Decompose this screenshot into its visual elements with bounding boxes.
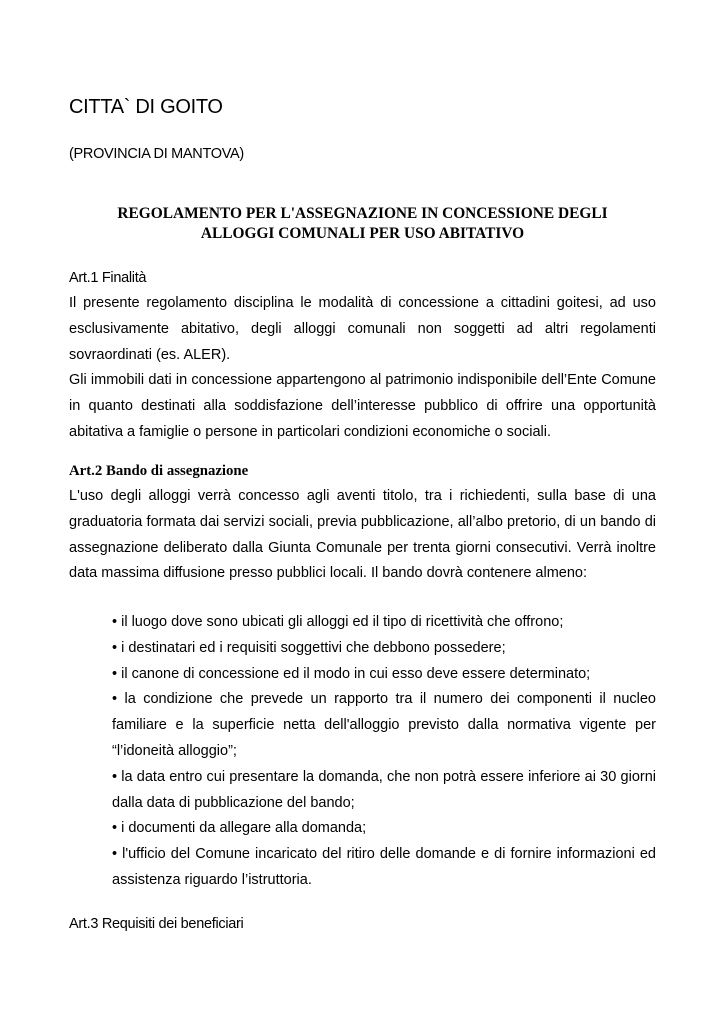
province-heading: (PROVINCIA DI MANTOVA) (69, 146, 244, 162)
list-item: • i documenti da allegare alla domanda; (112, 820, 367, 837)
city-heading: CITTA` DI GOITO (69, 96, 223, 118)
list-item: • i destinatari ed i requisiti soggettivi che debbono possedere; (112, 639, 506, 656)
list-item: • la condizione che prevede un rapporto tra il numero dei componenti il nucleo familiare e la superficie netta dell'alloggio previsto dalla normativa vigente per “l’idoneità alloggio”; (112, 691, 656, 759)
art1-paragraph-1: Il presente regolamento disciplina le modalità di concessione a cittadini goitesi, ad uso esclusivamente abitativo, degli alloggi comunali non soggetti ad altri regolamenti sovraordinati (es. ALER). (69, 295, 656, 363)
list-item: • la data entro cui presentare la domanda, che non potrà essere inferiore ai 30 giorni dalla data di pubblicazione del bando; (112, 768, 656, 811)
list-item: • l'ufficio del Comune incaricato del ritiro delle domande e di fornire informazioni ed assistenza riguardo l’istruttoria. (112, 846, 656, 888)
art1-paragraph-2: Gli immobili dati in concessione appartengono al patrimonio indisponibile dell’Ente Comune in quanto destinati alla soddisfazione dell’interesse pubblico di offrire una opportunità abitativa a famiglie o persone in particolari condizioni economiche o sociali. (69, 372, 656, 440)
list-item: • il luogo dove sono ubicati gli alloggi ed il tipo di ricettività che offrono; (112, 614, 564, 630)
art3-heading: Art.3 Requisiti dei beneficiari (69, 916, 244, 932)
art1-heading: Art.1 Finalità (69, 270, 147, 286)
regulation-title (69, 204, 656, 244)
list-item: • il canone di concessione ed il modo in cui esso deve essere determinato; (112, 665, 591, 682)
art2-heading: Art.2 Bando di assegnazione (69, 463, 249, 479)
regulation-title-line-2: ALLOGGI COMUNALI PER USO ABITATIVO (200, 225, 525, 242)
art2-paragraph-1: L'uso degli alloggi verrà concesso agli aventi titolo, tra i richiedenti, sulla base di una graduatoria formata dai servizi sociali, previa pubblicazione, all’albo pretorio, di un bando di assegnazione deliberato dalla Giunta Comunale per trenta giorni consecutivi. Verrà inoltre data massima diffusione presso pubblici locali. Il bando dovrà contenere almeno: (69, 488, 656, 582)
bando-requirements-list (112, 610, 656, 894)
regulation-title-line-1: REGOLAMENTO PER L'ASSEGNAZIONE IN CONCESSIONE DEGLI (117, 205, 608, 222)
